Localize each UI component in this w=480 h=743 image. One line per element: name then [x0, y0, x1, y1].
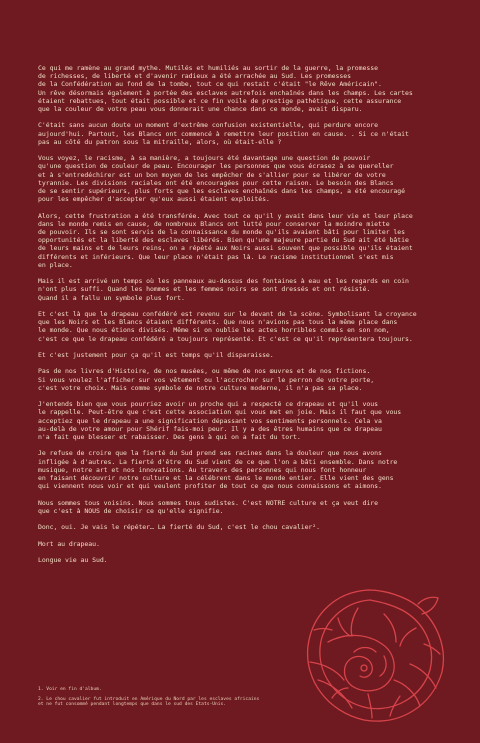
- paragraph-7: Et c'est justement pour ça qu'il est temps qu'il disparaisse.: [38, 351, 274, 360]
- footnote-2: 2. Le chou cavalier fut introduit en Amérique du Nord par les esclaves africains et ne fut consommé pendant longtemps que dans le sud des Etats-Unis.: [38, 696, 260, 708]
- paragraph-10: Je refuse de croire que la fierté du Sud prend ses racines dans la douleur que nous avons infligée à d'autres. La fierté d'être du Sud vient de ce que l'on a bâti ensemble. Dans notre musique, notre art et nos innovations. Au travers des personnes qui nous font honneur en faisant découvrir notre culture et la célébrent dans le monde entier. Elle vient des gens qui viennent nous voir et qui veulent profiter de tout ce que nous connaissons et aimons.: [38, 449, 398, 491]
- paragraph-3: Vous voyez, le racisme, à sa manière, a toujours été davantage une question de pouvoir qu'une question de couleur de peau. Encourager les personnes que vous écrasez à se quereller et à s'entredéchirer est un bon moyen de les empêcher de s'allier pour se libérer de votre tyrannie. Les divisions raciales ont été encouragées pour cette raison. Le besoin des Blancs de se sentir supérieurs, plus forts que les esclaves enchaînés dans les champs, a été encouragé pour les empêcher d'accepter qu'eux aussi étaient exploités.: [38, 154, 406, 204]
- footnote-1: 1. Voir en fin d'album.: [38, 687, 102, 692]
- paragraph-6: Et c'est là que le drapeau confédéré est revenu sur le devant de la scène. Symbolisant la croyance que les Noirs et les Blancs étaient différents. Que nous n'avions pas tous la même place dans le monde. Que nous étions divisés. Même si on oublie les actes horribles commis en son nom, c'est ce que le drapeau confédéré a toujours représenté. Et c'est ce qu'il représentera toujours.: [38, 310, 417, 343]
- paragraph-5: Mais il est arrivé un temps où les panneaux au-dessus des fontaines à eau et les regards en coin n'ont plus suffi. Quand les hommes et les femmes noirs se sont dressés et ont résisté. Quand il a fallu un symbole plus fort.: [38, 277, 409, 302]
- paragraph-4: Alors, cette frustration a été transférée. Avec tout ce qu'il y avait dans leur vie et leur place dans le monde remis en cause, de nombreux Blancs ont lutté pour conserver la moindre miette de pouvoir. Ils se sont servis de la connaissance du monde qu'ils avaient bâti pour limiter les opportunités et la liberté des esclaves libérés. Bien qu'une majeure partie du Sud ait été bâtie de leurs mains et de leurs reins, on a répété aux Noirs aussi souvent que possible qu'ils étaient différents et inférieurs. Que leur place n'était pas là. Le racisme institutionnel s'est mis en place.: [38, 211, 413, 269]
- paragraph-11: Nous sommes tous voisins. Nous sommes tous sudistes. C'est NOTRE culture et ça veut dire que c'est à NOUS de choisir ce qu'elle signifie.: [38, 498, 378, 515]
- paragraph-1: Ce qui me ramène au grand mythe. Mutilés et humiliés au sortir de la guerre, la promesse de richesses, de liberté et d'avenir radieux a été arrachée au Sud. Les promesses de la Confédération au fond de la tombe, tout ce qui restait c'était "le Rêve Américain". Un rêve désormais également à portée des esclaves autrefois enchaînés dans les champs. Les cartes étaient rebattues, tout était possible et ce fin voile de prestige pathétique, cette assurance que la couleur de votre peau vous donnerait une chance dans ce monde, avait disparu.: [38, 64, 413, 114]
- footnotes: [38, 687, 438, 712]
- paragraph-9: J'entends bien que vous pourriez avoir un proche qui a respecté ce drapeau et qu'il vous le rappelle. Peut-être que c'est cette association qui vous met en joie. Mais il faut que vous acceptiez que le drapeau a une signification dépassant vos sentiments personnels. Cela va au-delà de votre amour pour Shérif fais-moi peur. Il y a des êtres humains que ce drapeau n'a fait que blesser et rabaisser. Des gens à qui on a fait du tort.: [38, 400, 402, 442]
- paragraph-2: C'était sans aucun doute un moment d'extrême confusion existentielle, qui perdure encore aujourd'hui. Partout, les Blancs ont commencé à remettre leur position en cause. . Si ce n'était pas au côté du patron sous la mitraille, alors, où était-elle ?: [38, 121, 409, 146]
- paragraph-13: Mort au drapeau.: [38, 539, 100, 548]
- paragraph-12: Donc, oui. Je vais le répéter… La fierté du Sud, c'est le chou cavalier².: [38, 523, 321, 532]
- body-text: [38, 64, 452, 572]
- paragraph-8: Pas de nos livres d'Histoire, de nos musées, ou même de nos œuvres et de nos fictions. Si vous voulez l'afficher sur vos vêtement ou l'accrocher sur le perron de votre porte, c'est votre choix. Mais comme symbole de notre culture moderne, il n'a pas sa place.: [38, 367, 375, 392]
- paragraph-14: Longue vie au Sud.: [38, 555, 108, 564]
